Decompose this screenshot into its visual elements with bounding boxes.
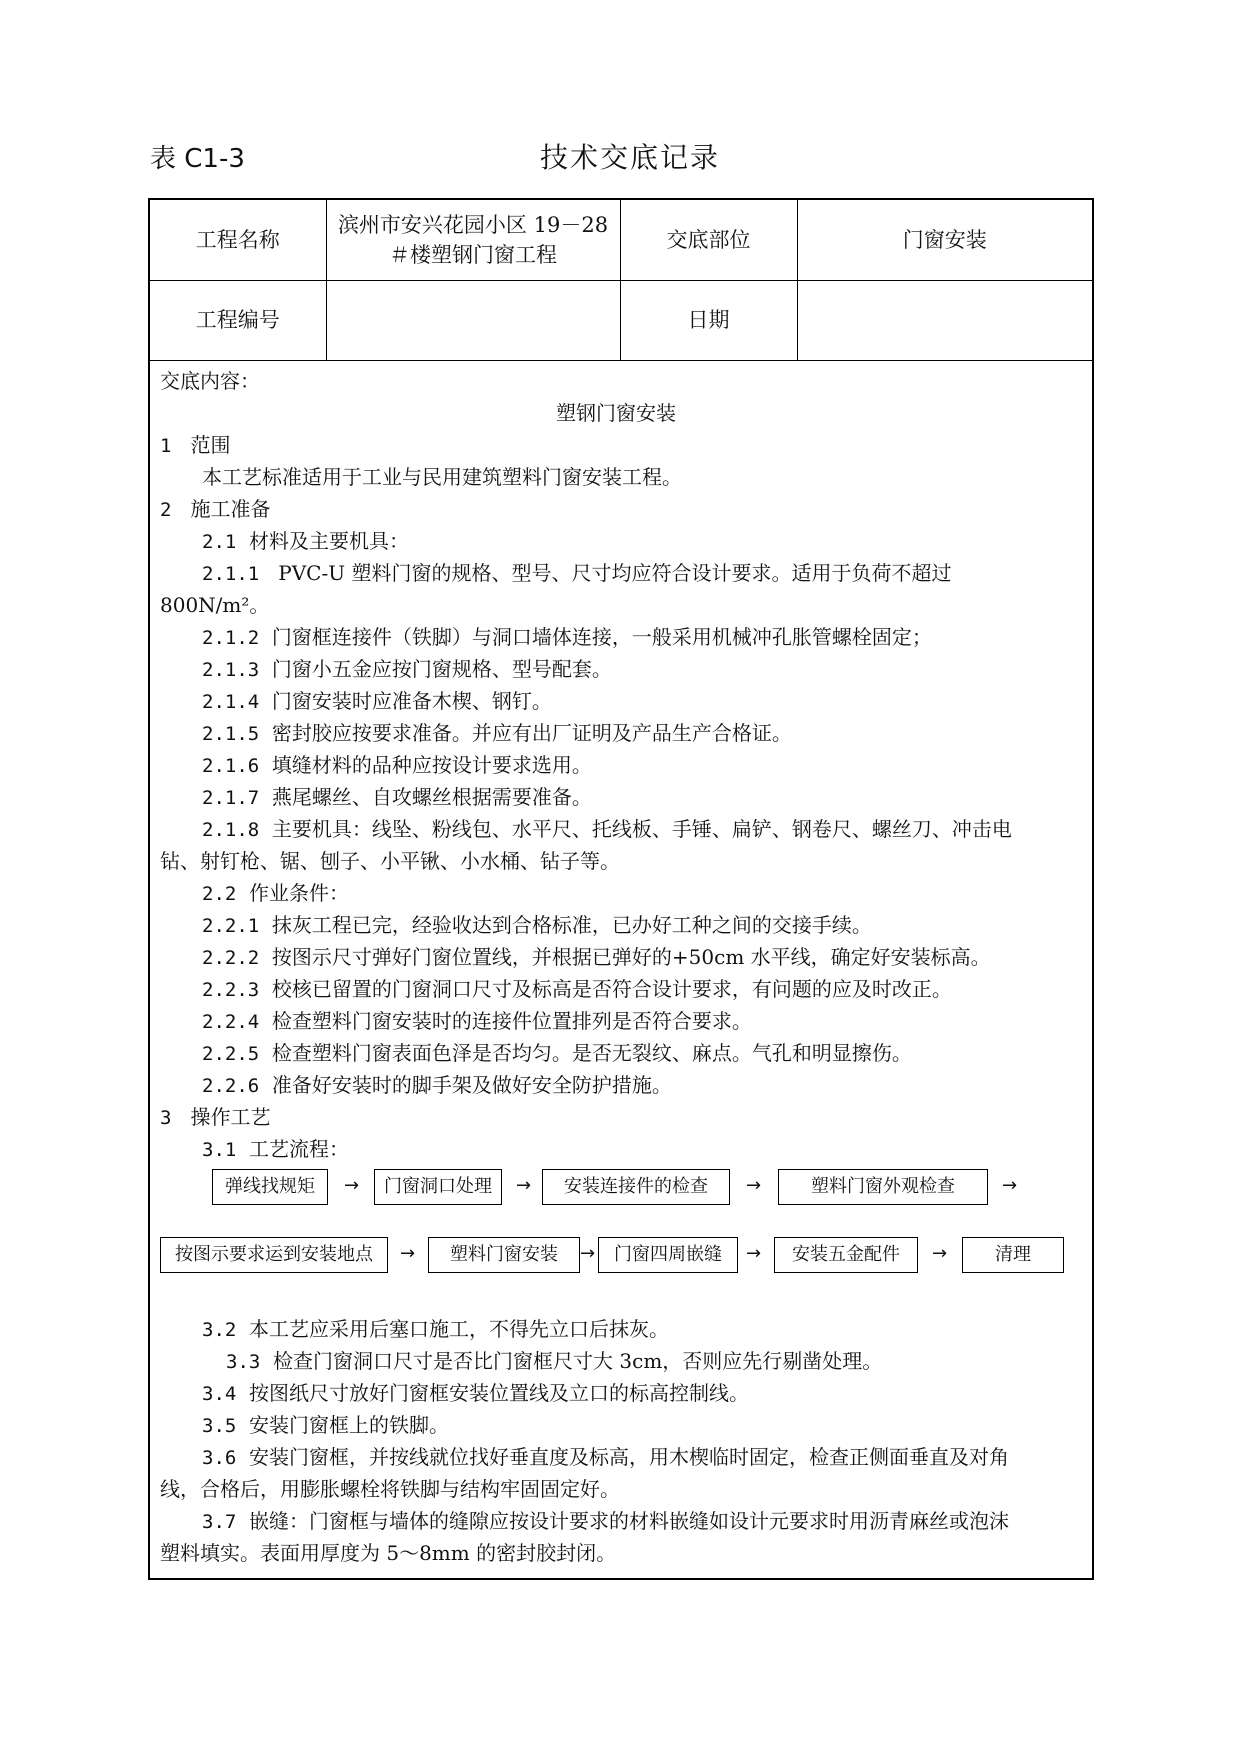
para-3-2: 3.2 本工艺应采用后塞口施工，不得先立口后抹灰。 xyxy=(202,1317,670,1341)
project-no-label: 工程编号 xyxy=(150,280,326,360)
para-3-5: 3.5 安装门窗框上的铁脚。 xyxy=(202,1413,450,1437)
para-3-1: 3.1 工艺流程： xyxy=(202,1137,350,1161)
para-3-6-cont: 线，合格后，用膨胀螺栓将铁脚与结构牢固固定好。 xyxy=(160,1477,620,1501)
para-2-1-1-cont: 800N/m²。 xyxy=(160,593,270,617)
section-1-text: 本工艺标准适用于工业与民用建筑塑料门窗安装工程。 xyxy=(202,465,682,489)
para-2-1-7: 2.1.7 燕尾螺丝、自攻螺丝根据需要准备。 xyxy=(202,785,592,809)
para-3-7: 3.7 嵌缝：门窗框与墙体的缝隙应按设计要求的材料嵌缝如设计元要求时用沥青麻丝或泡沫 xyxy=(202,1509,1010,1533)
section-number: 1 xyxy=(160,435,172,457)
para-2-2-3: 2.2.3 校核已留置的门窗洞口尺寸及标高是否符合设计要求，有问题的应及时改正。 xyxy=(202,977,952,1001)
flow-step-4: 塑料门窗外观检查 xyxy=(778,1169,988,1205)
flow-arrow-icon: → xyxy=(580,1243,596,1264)
para-3-4: 3.4 按图纸尺寸放好门窗框安装位置线及立口的标高控制线。 xyxy=(202,1381,750,1405)
document-title: 技术交底记录 xyxy=(540,141,721,174)
para-2-2: 2.2 作业条件： xyxy=(202,881,350,905)
para-2-2-2: 2.2.2 按图示尺寸弹好门窗位置线，并根据已弹好的+50cm 水平线，确定好安装标高。 xyxy=(202,945,991,969)
para-2-1-8: 2.1.8 主要机具：线坠、粉线包、水平尺、托线板、手锤、扁铲、钢卷尺、螺丝刀、冲击电 xyxy=(202,817,1012,841)
record-frame xyxy=(148,198,1094,1580)
para-2-1-8-cont: 钻、射钉枪、锯、刨子、小平锹、小水桶、钻子等。 xyxy=(160,849,620,873)
flow-step-8: 安装五金配件 xyxy=(774,1237,918,1273)
flow-arrow-icon: → xyxy=(746,1175,762,1196)
flow-arrow-icon: → xyxy=(344,1175,360,1196)
flow-step-9: 清理 xyxy=(962,1237,1064,1273)
info-row-project xyxy=(150,200,1092,280)
section-number: 3 xyxy=(160,1107,172,1129)
project-name-line2: ＃楼塑钢门窗工程 xyxy=(389,242,557,267)
para-2-2-4: 2.2.4 检查塑料门窗安装时的连接件位置排列是否符合要求。 xyxy=(202,1009,752,1033)
project-name-line1: 滨州市安兴花园小区 19－28 xyxy=(337,212,609,237)
project-name-value xyxy=(326,200,620,280)
para-2-2-5: 2.2.5 检查塑料门窗表面色泽是否均匀。是否无裂纹、麻点。气孔和明显擦伤。 xyxy=(202,1041,912,1065)
para-3-3: 3.3 检查门窗洞口尺寸是否比门窗框尺寸大 3cm，否则应先行剔凿处理。 xyxy=(226,1349,883,1373)
para-2-1-4: 2.1.4 门窗安装时应准备木楔、钢钉。 xyxy=(202,689,552,713)
section-title: 操作工艺 xyxy=(190,1105,271,1129)
content-subtitle: 塑钢门窗安装 xyxy=(556,401,676,425)
project-name-label: 工程名称 xyxy=(150,200,326,280)
para-2-2-6: 2.2.6 准备好安装时的脚手架及做好安全防护措施。 xyxy=(202,1073,672,1097)
content-intro: 交底内容： xyxy=(160,369,260,393)
date-label: 日期 xyxy=(620,280,797,360)
section-number: 2 xyxy=(160,499,172,521)
flow-step-7: 门窗四周嵌缝 xyxy=(598,1237,738,1273)
para-2-2-1: 2.2.1 抹灰工程已完，经验收达到合格标准，已办好工种之间的交接手续。 xyxy=(202,913,872,937)
para-2-1-5: 2.1.5 密封胶应按要求准备。并应有出厂证明及产品生产合格证。 xyxy=(202,721,792,745)
info-row-number xyxy=(150,280,1092,360)
part-label: 交底部位 xyxy=(620,200,797,280)
section-title: 施工准备 xyxy=(190,497,271,521)
para-2-1-6: 2.1.6 填缝材料的品种应按设计要求选用。 xyxy=(202,753,592,777)
flow-step-2: 门窗洞口处理 xyxy=(374,1169,502,1205)
section-title: 范围 xyxy=(190,433,231,457)
info-table xyxy=(150,200,1092,361)
flow-step-5: 按图示要求运到安装地点 xyxy=(160,1237,388,1273)
section-1-heading xyxy=(160,429,231,458)
para-3-7-cont: 塑料填实。表面用厚度为 5～8mm 的密封胶封闭。 xyxy=(160,1541,617,1565)
flow-arrow-icon: → xyxy=(516,1175,532,1196)
flow-arrow-icon: → xyxy=(746,1243,762,1264)
para-3-6: 3.6 安装门窗框，并按线就位找好垂直度及标高，用木楔临时固定，检查正侧面垂直及对角 xyxy=(202,1445,1010,1469)
para-2-1-1: 2.1.1 PVC-U 塑料门窗的规格、型号、尺寸均应符合设计要求。适用于负荷不超过 xyxy=(202,561,952,585)
part-value: 门窗安装 xyxy=(797,200,1092,280)
flow-arrow-icon: → xyxy=(400,1243,416,1264)
section-2-heading xyxy=(160,493,271,522)
date-value xyxy=(797,280,1092,360)
section-3-heading xyxy=(160,1101,271,1130)
flow-step-3: 安装连接件的检查 xyxy=(542,1169,730,1205)
para-2-1-3: 2.1.3 门窗小五金应按门窗规格、型号配套。 xyxy=(202,657,612,681)
para-2-1-2: 2.1.2 门窗框连接件（铁脚）与洞口墙体连接，一般采用机械冲孔胀管螺栓固定； xyxy=(202,625,932,649)
form-code: 表 C1-3 xyxy=(150,144,245,174)
flow-arrow-icon: → xyxy=(932,1243,948,1264)
flow-step-6: 塑料门窗安装 xyxy=(428,1237,580,1273)
flow-arrow-icon: → xyxy=(1002,1175,1018,1196)
para-2-1: 2.1 材料及主要机具： xyxy=(202,529,410,553)
flow-step-1: 弹线找规矩 xyxy=(212,1169,328,1205)
project-no-value xyxy=(326,280,620,360)
